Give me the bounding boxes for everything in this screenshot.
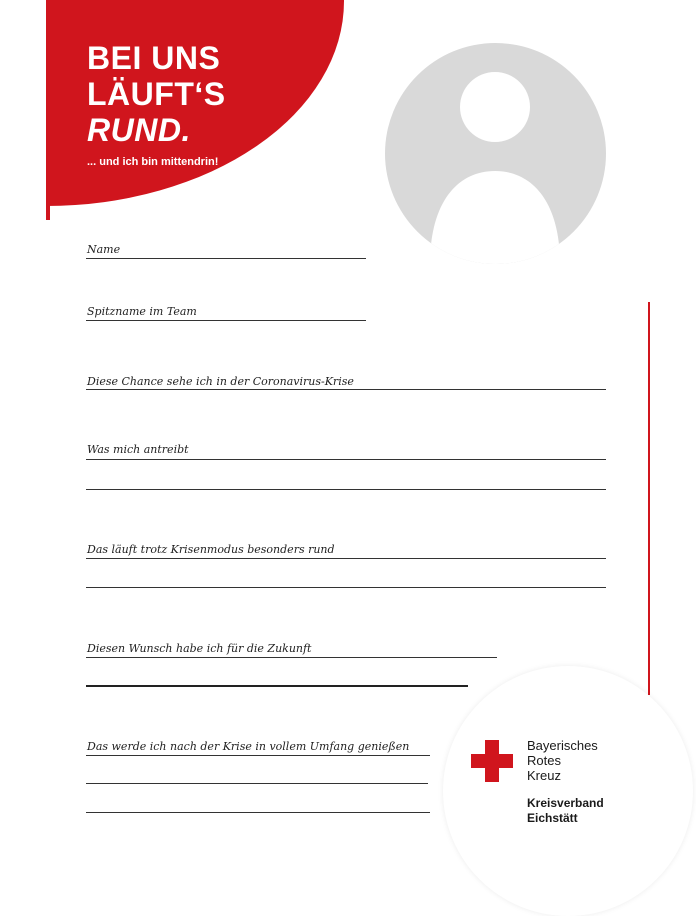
- org-name-line-3: Kreuz: [527, 768, 561, 783]
- field-line-going-well-2[interactable]: [86, 587, 606, 588]
- field-label-going-well: Das läuft trotz Krisenmodus besonders rund: [87, 543, 335, 556]
- field-line-enjoy-3[interactable]: [86, 812, 430, 813]
- org-subtitle-line-2: Eichstätt: [527, 811, 578, 825]
- field-label-nickname: Spitzname im Team: [87, 305, 197, 318]
- headline-line-3: RUND.: [87, 112, 191, 148]
- field-label-enjoy: Das werde ich nach der Krise in vollem Umfang genießen: [87, 740, 410, 753]
- red-cross-icon: [471, 740, 513, 782]
- field-line-enjoy-2[interactable]: [86, 783, 428, 784]
- org-name-line-1: Bayerisches: [527, 738, 598, 753]
- org-subtitle: [527, 796, 604, 826]
- field-line-chance[interactable]: [86, 389, 606, 390]
- field-line-motivation-1[interactable]: [86, 459, 606, 460]
- org-name-line-2: Rotes: [527, 753, 561, 768]
- field-label-chance: Diese Chance sehe ich in der Coronavirus-Krise: [87, 375, 354, 388]
- headline-line-2: LÄUFT‘S: [87, 76, 226, 112]
- org-subtitle-line-1: Kreisverband: [527, 796, 604, 810]
- field-line-wish-1[interactable]: [86, 657, 497, 658]
- field-line-wish-2[interactable]: [86, 685, 468, 687]
- field-label-motivation: Was mich antreibt: [87, 443, 189, 456]
- field-label-wish: Diesen Wunsch habe ich für die Zukunft: [87, 642, 312, 655]
- field-line-enjoy-1[interactable]: [86, 755, 430, 756]
- logo-badge: [443, 666, 693, 916]
- tagline: ... und ich bin mittendrin!: [87, 156, 219, 168]
- side-accent-line: [648, 302, 650, 695]
- user-silhouette-icon: [385, 43, 606, 264]
- field-label-name: Name: [87, 243, 121, 256]
- headline-line-1: BEI UNS: [87, 40, 221, 76]
- avatar-placeholder: [385, 43, 606, 264]
- org-name: [527, 738, 598, 783]
- field-line-nickname[interactable]: [86, 320, 366, 321]
- field-line-going-well-1[interactable]: [86, 558, 606, 559]
- headline: [87, 40, 226, 148]
- field-line-motivation-2[interactable]: [86, 489, 606, 490]
- field-line-name[interactable]: [86, 258, 366, 259]
